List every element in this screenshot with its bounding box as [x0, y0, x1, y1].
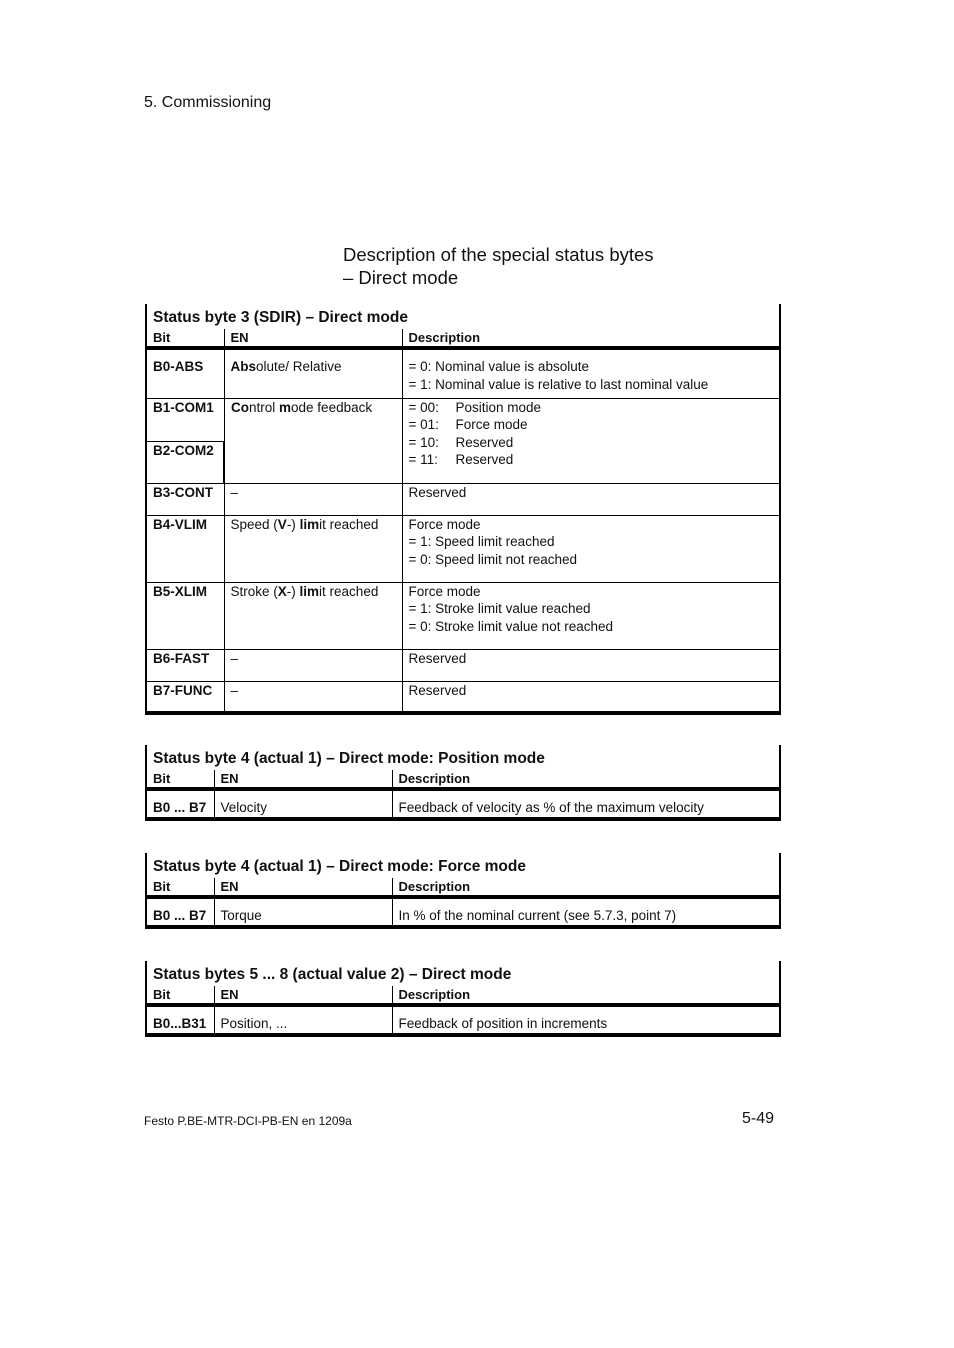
description-cell: Feedback of velocity as % of the maximum velocity: [392, 789, 780, 819]
table-title: Status byte 3 (SDIR) – Direct mode: [146, 304, 780, 329]
description-cell: Reserved: [402, 649, 780, 681]
table-row: [146, 515, 780, 582]
description-cell: Reserved: [402, 681, 780, 713]
bit-cell: B7-FUNC: [146, 681, 224, 713]
en-cell: Stroke (X-) limit reached: [224, 582, 402, 649]
column-header-bit: Bit: [146, 878, 214, 898]
bit-cell: B0 ... B7: [146, 897, 214, 927]
bit-cell: B0...B31: [146, 1005, 214, 1035]
column-header-en: EN: [214, 986, 392, 1006]
bit-cell: B5-XLIM: [146, 582, 224, 649]
section-title: [343, 243, 654, 289]
status-byte-4-force-table: [145, 853, 781, 929]
description-cell: Force mode = 1: Speed limit reached = 0: Speed limit not reached: [402, 515, 780, 582]
section-title-line2: – Direct mode: [343, 267, 459, 288]
bit-cell: B3-CONT: [146, 483, 224, 515]
table-row: [146, 649, 780, 681]
status-byte-3-table: [145, 304, 781, 715]
table-row: [146, 789, 780, 819]
chapter-header: 5. Commissioning: [144, 94, 272, 111]
column-header-bit: Bit: [146, 329, 224, 349]
en-cell: Velocity: [214, 789, 392, 819]
table-row: [146, 398, 780, 441]
en-cell: –: [224, 649, 402, 681]
column-header-en: EN: [214, 878, 392, 898]
table-row: [146, 681, 780, 713]
description-cell: Feedback of position in increments: [392, 1005, 780, 1035]
page-number: 5-49: [741, 1110, 774, 1127]
description-cell: In % of the nominal current (see 5.7.3, point 7): [392, 897, 780, 927]
status-bytes-5-8-table: [145, 961, 781, 1037]
table-header-row: [146, 329, 780, 349]
status-byte-4-position-table: [145, 745, 781, 821]
table-title: Status byte 4 (actual 1) – Direct mode: Position mode: [146, 745, 780, 770]
bit-cell: B1-COM1: [146, 398, 224, 441]
column-header-description: Description: [392, 986, 780, 1006]
column-header-description: Description: [402, 329, 780, 349]
description-cell: Reserved: [402, 483, 780, 515]
table-row: [146, 582, 780, 649]
column-header-bit: Bit: [146, 986, 214, 1006]
table-row: [146, 483, 780, 515]
bit-cell: B6-FAST: [146, 649, 224, 681]
section-title-line1: Description of the special status bytes: [343, 244, 654, 265]
bit-cell: B2-COM2: [146, 441, 224, 483]
footer-doc-id: Festo P.BE-MTR-DCI-PB-EN en 1209a: [144, 1114, 352, 1128]
column-header-description: Description: [392, 878, 780, 898]
en-cell: Torque: [214, 897, 392, 927]
en-cell: Position, ...: [214, 1005, 392, 1035]
en-cell: –: [224, 483, 402, 515]
bit-cell: B0-ABS: [146, 348, 224, 398]
table-header-row: [146, 986, 780, 1006]
bit-cell: B4-VLIM: [146, 515, 224, 582]
table-header-row: [146, 878, 780, 898]
en-cell: –: [224, 681, 402, 713]
description-cell: = 0: Nominal value is absolute = 1: Nominal value is relative to last nominal value: [402, 348, 780, 398]
column-header-en: EN: [224, 329, 402, 349]
bit-cell: B0 ... B7: [146, 789, 214, 819]
en-cell: Absolute/ Relative: [224, 348, 402, 398]
table-header-row: [146, 770, 780, 790]
column-header-en: EN: [214, 770, 392, 790]
description-cell: = 00: Position mode = 01: Force mode = 10: Reserved = 11: Reserved: [402, 398, 780, 483]
table-row: [146, 897, 780, 927]
table-title: Status byte 4 (actual 1) – Direct mode: Force mode: [146, 853, 780, 878]
description-cell: Force mode = 1: Stroke limit value reached = 0: Stroke limit value not reached: [402, 582, 780, 649]
column-header-bit: Bit: [146, 770, 214, 790]
en-cell: Speed (V-) limit reached: [224, 515, 402, 582]
table-title: Status bytes 5 ... 8 (actual value 2) – Direct mode: [146, 961, 780, 986]
column-header-description: Description: [392, 770, 780, 790]
en-cell: Control mode feedback: [224, 398, 402, 483]
table-row: [146, 1005, 780, 1035]
table-row: [146, 348, 780, 398]
